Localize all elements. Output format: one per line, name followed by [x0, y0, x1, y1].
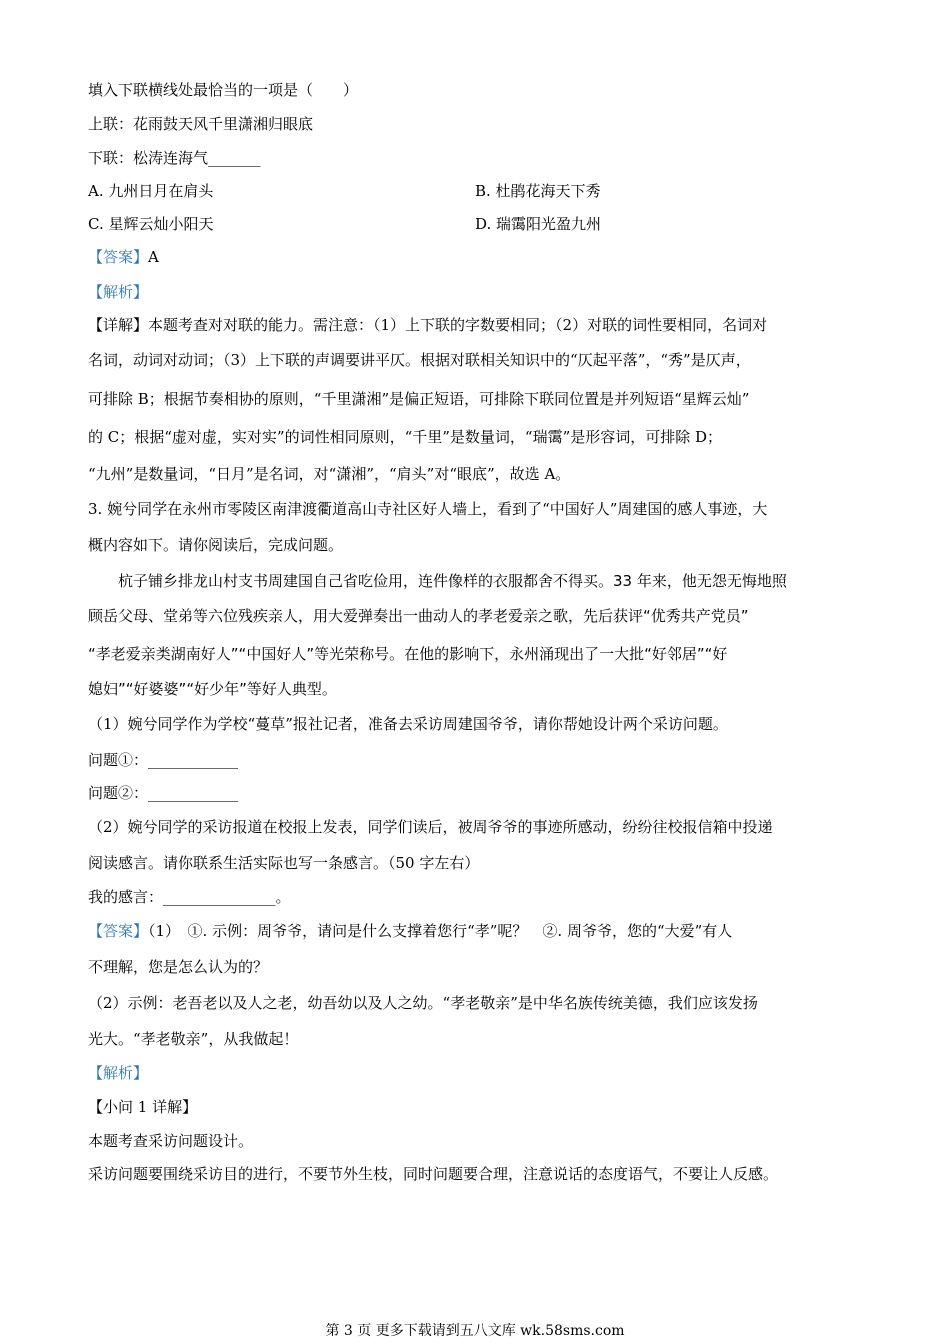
couplet-upper: 上联：花雨鼓天风千里潇湘归眼底 [88, 115, 314, 133]
answer-value: A [148, 248, 159, 266]
q3-answer-line: （2）示例：老吾老以及人之老，幼吾幼以及人之幼。“孝老敬亲”是中华名族传统美德，我们应该发扬 [88, 994, 758, 1012]
q3-answer-line: 光大。“孝老敬亲”，从我做起！ [88, 1030, 299, 1048]
q3-sub2-line: （2）婉兮同学的采访报道在校报上发表，同学们读后，被周爷爷的事迹所感动，纷纷往校报信箱中投递 [88, 818, 773, 836]
q2-detail-line [88, 315, 767, 335]
option-d: D. 瑞霭阳光盈九州 [475, 215, 602, 233]
q2-detail-line: 的 C；根据“虚对虚，实对实”的词性相同原则，“千里”是数量词，“瑞霭”是形容词，可排除 D； [88, 428, 723, 446]
couplet-lower: 下联：松涛连海气_______ [88, 149, 261, 167]
sub-detail-tag: 【小问 1 详解】 [88, 1098, 198, 1116]
option-b: B. 杜鹃花海天下秀 [475, 182, 601, 200]
q2-detail-line: 可排除 B；根据节奏相协的原则，“千里潇湘”是偏正短语，可排除下联同位置是并列短语“星辉云灿” [88, 390, 750, 408]
q2-stem: 填入下联横线处最恰当的一项是（ ） [88, 81, 359, 99]
q3-stem-line: 概内容如下。请你阅读后，完成问题。 [88, 536, 344, 554]
detail-text: 本题考查对对联的能力。需注意：（1）上下联的字数要相同；（2）对联的词性要相同，名词对 [148, 316, 768, 334]
q3-detail-line: 采访问题要围绕采访目的进行，不要节外生枝，同时问题要合理，注意说话的态度语气，不要让人反感。 [88, 1165, 779, 1183]
question-2-blank: 问题②：____________ [88, 784, 239, 802]
q3-analysis-tag: 【解析】 [88, 1064, 149, 1082]
answer-text: （1） ①. 示例：周爷爷，请问是什么支撑着您行“孝”呢？ ②. 周爷爷，您的“大爱”有人 [148, 922, 733, 940]
q3-detail-line: 本题考查采访问题设计。 [88, 1132, 254, 1150]
q3-answer-line: 不理解，您是怎么认为的？ [88, 958, 269, 976]
my-feeling-blank: 我的感言：_______________。 [88, 888, 291, 906]
option-a: A. 九州日月在肩头 [88, 182, 214, 200]
answer-tag: 【答案】 [88, 922, 149, 940]
detail-tag: 【详解】 [88, 316, 149, 334]
page-footer: 第 3 页 更多下载请到五八文库 wk.58sms.com [325, 1323, 625, 1339]
q2-answer [88, 247, 159, 267]
q2-analysis-tag: 【解析】 [88, 283, 149, 301]
q3-sub1: （1）婉兮同学作为学校“蔓草”报社记者，准备去采访周建国爷爷，请你帮她设计两个采访问题。 [88, 715, 728, 733]
q2-detail-line: “九州”是数量词，“日月”是名词，对“潇湘”，“肩头”对“眼底”，故选 A。 [88, 465, 571, 483]
answer-tag: 【答案】 [88, 248, 149, 266]
passage-line: 杭子铺乡排龙山村支书周建国自己省吃俭用，连件像样的衣服都舍不得买。33 年来，他无怨无悔地照 [118, 572, 787, 590]
q3-stem-line: 3. 婉兮同学在永州市零陵区南津渡衢道高山寺社区好人墙上，看到了“中国好人”周建国的感人事迹，大 [88, 500, 768, 518]
q3-answer-line [88, 921, 732, 941]
passage-line: 媳妇”“好婆婆”“好少年”等好人典型。 [88, 680, 337, 698]
passage-line: “孝老爱亲类湖南好人”“中国好人”等光荣称号。在他的影响下，永州涌现出了一大批“好邻居”“好 [88, 645, 728, 663]
q3-sub2-line: 阅读感言。请你联系生活实际也写一条感言。（50 字左右） [88, 854, 480, 872]
question-1-blank: 问题①：____________ [88, 751, 239, 769]
option-c: C. 星辉云灿小阳天 [88, 215, 214, 233]
q2-detail-line: 名词，动词对动词；（3）上下联的声调要讲平仄。根据对联相关知识中的“仄起平落”，“秀”是仄声， [88, 351, 751, 369]
passage-line: 顾岳父母、堂弟等六位残疾亲人，用大爱弹奏出一曲动人的孝老爱亲之歌，先后获评“优秀共产党员” [88, 607, 749, 625]
